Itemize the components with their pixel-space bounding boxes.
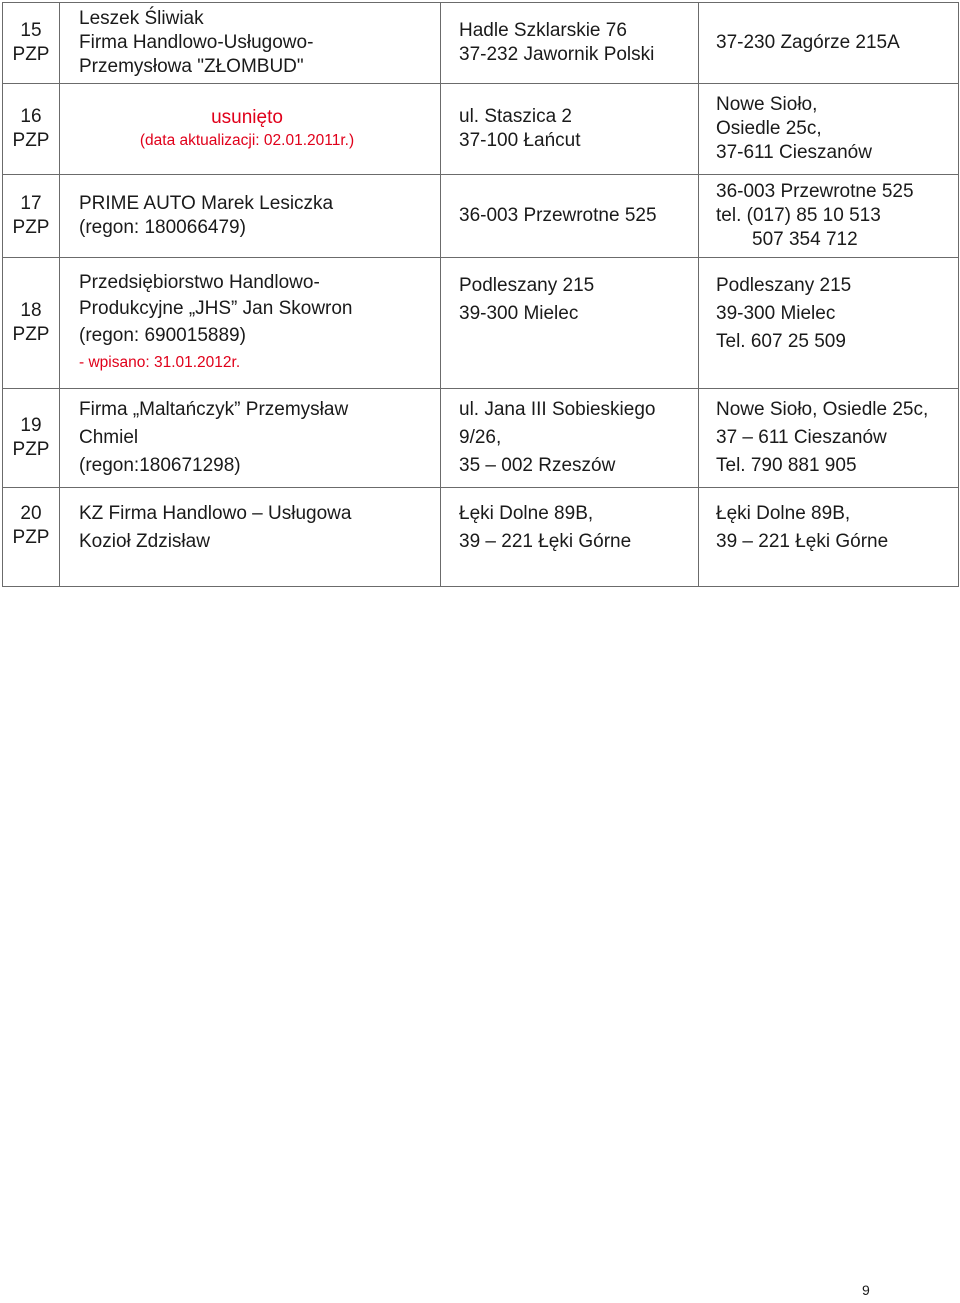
secondary-address-cell <box>699 3 959 84</box>
registry-table <box>2 2 959 587</box>
table-row <box>3 84 959 175</box>
address-line: Osiedle 25c, <box>716 118 822 139</box>
company-name-cell <box>60 3 441 84</box>
entry-type: PZP <box>12 439 50 460</box>
company-name-cell <box>60 84 441 175</box>
secondary-address-cell <box>699 258 959 389</box>
company-name-line: Przemysłowa "ZŁOMBUD" <box>79 56 304 77</box>
entry-type: PZP <box>12 130 50 151</box>
address-line: Łęki Dolne 89B, <box>716 503 851 524</box>
phone-line: tel. (017) 85 10 513 <box>716 205 881 226</box>
phone-line: Tel. 790 881 905 <box>716 455 857 476</box>
address-line: Hadle Szklarskie 76 <box>459 20 627 41</box>
address-line: 36-003 Przewrotne 525 <box>459 205 657 226</box>
secondary-address-cell <box>699 175 959 258</box>
table-row <box>3 488 959 587</box>
page-number: 9 <box>862 1282 870 1298</box>
address-cell <box>441 389 699 488</box>
address-line: Podleszany 215 <box>716 275 852 296</box>
address-line: 39 – 221 Łęki Górne <box>716 531 889 552</box>
entry-number-cell <box>3 389 60 488</box>
address-cell <box>441 84 699 175</box>
address-cell <box>441 488 699 587</box>
address-line: Nowe Sioło, <box>716 94 818 115</box>
company-name-cell <box>60 258 441 389</box>
phone-line: 507 354 712 <box>752 229 858 250</box>
company-name-line: (regon: 180066479) <box>79 217 246 238</box>
company-name-line: Kozioł Zdzisław <box>79 531 210 552</box>
entry-type: PZP <box>12 324 50 345</box>
registration-date-note: - wpisano: 31.01.2012r. <box>79 354 241 371</box>
entry-type: PZP <box>12 44 50 65</box>
address-line: 37-100 Łańcut <box>459 130 581 151</box>
address-line: Podleszany 215 <box>459 275 595 296</box>
entry-number: 18 <box>20 300 42 321</box>
table-row <box>3 3 959 84</box>
entry-number: 17 <box>20 193 42 214</box>
company-name-line: Produkcyjne „JHS” Jan Skowron <box>79 298 353 319</box>
address-line: 37-611 Cieszanów <box>716 142 872 163</box>
update-date-note: (data aktualizacji: 02.01.2011r.) <box>139 132 355 149</box>
entry-number-cell <box>3 84 60 175</box>
address-line: 35 – 002 Rzeszów <box>459 455 616 476</box>
deleted-status: usunięto <box>211 107 283 128</box>
company-name-line: Chmiel <box>79 427 139 448</box>
table-row <box>3 258 959 389</box>
table-row <box>3 389 959 488</box>
company-name-line: Przedsiębiorstwo Handlowo- <box>79 272 320 293</box>
company-name-cell <box>60 488 441 587</box>
company-name-line: KZ Firma Handlowo – Usługowa <box>79 503 352 524</box>
company-name-cell <box>60 175 441 258</box>
entry-type: PZP <box>12 217 50 238</box>
entry-number: 15 <box>20 20 42 41</box>
entry-number-cell <box>3 488 60 587</box>
entry-type: PZP <box>12 527 50 548</box>
phone-line: Tel. 607 25 509 <box>716 331 846 352</box>
entry-number-cell <box>3 3 60 84</box>
entry-number: 20 <box>20 503 42 524</box>
entry-number-cell <box>3 175 60 258</box>
address-line: 39-300 Mielec <box>716 303 836 324</box>
address-line: 39 – 221 Łęki Górne <box>459 531 632 552</box>
address-line: Nowe Sioło, Osiedle 25c, <box>716 399 929 420</box>
address-cell <box>441 175 699 258</box>
company-name-line: PRIME AUTO Marek Lesiczka <box>79 193 334 214</box>
address-line: ul. Staszica 2 <box>459 106 572 127</box>
entry-number: 19 <box>20 415 42 436</box>
secondary-address-cell <box>699 389 959 488</box>
secondary-address-cell <box>699 488 959 587</box>
address-line: 9/26, <box>459 427 502 448</box>
company-name-line: Firma „Maltańczyk” Przemysław <box>79 399 349 420</box>
secondary-address-cell <box>699 84 959 175</box>
address-line: 36-003 Przewrotne 525 <box>716 181 914 202</box>
table-row <box>3 175 959 258</box>
company-name-line: Firma Handlowo-Usługowo- <box>79 32 314 53</box>
address-line: 37-230 Zagórze 215A <box>716 32 900 53</box>
address-line: 39-300 Mielec <box>459 303 579 324</box>
address-line: Łęki Dolne 89B, <box>459 503 594 524</box>
entry-number: 16 <box>20 106 42 127</box>
company-name-cell <box>60 389 441 488</box>
address-cell <box>441 258 699 389</box>
company-name-line: Leszek Śliwiak <box>79 8 204 29</box>
entry-number-cell <box>3 258 60 389</box>
address-line: 37 – 611 Cieszanów <box>716 427 887 448</box>
address-line: ul. Jana III Sobieskiego <box>459 399 656 420</box>
company-name-line: (regon:180671298) <box>79 455 241 476</box>
company-name-line: (regon: 690015889) <box>79 325 246 346</box>
address-cell <box>441 3 699 84</box>
address-line: 37-232 Jawornik Polski <box>459 44 655 65</box>
